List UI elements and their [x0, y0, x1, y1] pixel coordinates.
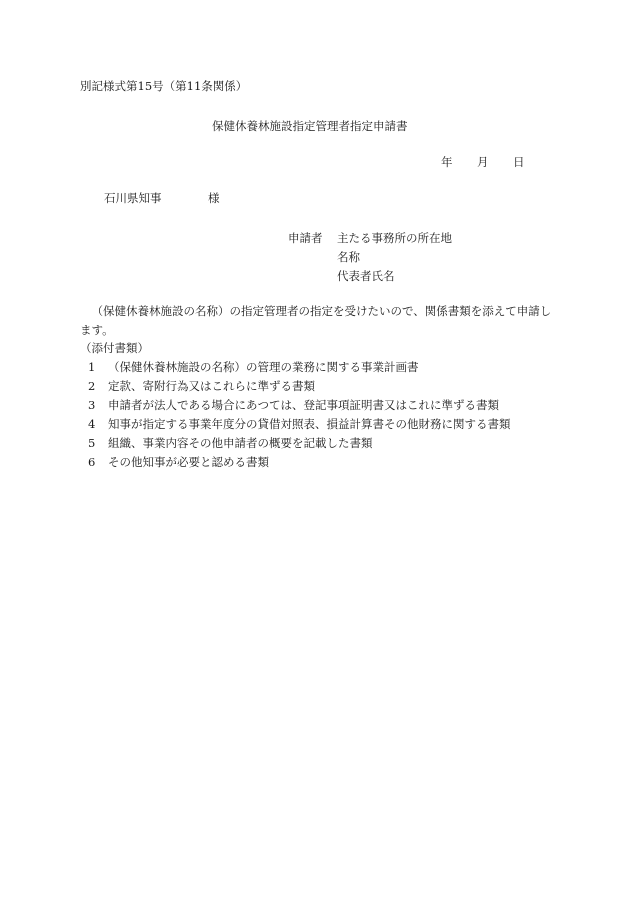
attachment-number: 1 — [88, 360, 96, 374]
applicant-label: 申請者 — [288, 231, 323, 245]
addressee-name: 石川県知事 — [104, 191, 162, 205]
attachment-item — [88, 380, 511, 399]
date-day-label: 日 — [513, 155, 525, 169]
attachment-item — [88, 418, 511, 437]
attachment-item — [88, 399, 511, 418]
attachment-text: 組織、事業内容その他申請者の概要を記載した書類 — [108, 436, 373, 450]
addressee-suffix: 様 — [208, 191, 220, 205]
attachment-number: 6 — [88, 455, 96, 469]
application-body-text: （保健休養林施設の名称）の指定管理者の指定を受けたいので、関係書類を添えて申請します。 — [80, 304, 552, 337]
applicant-field-representative: 代表者氏名 — [337, 269, 395, 283]
attachment-text: 定款、寄附行為又はこれらに準ずる書類 — [108, 379, 315, 393]
document-title: 保健休養林施設指定管理者指定申請書 — [212, 119, 408, 133]
applicant-field-address: 主たる事務所の所在地 — [337, 231, 452, 245]
attachment-number: 2 — [88, 379, 96, 393]
attachment-text: （保健休養林施設の名称）の管理の業務に関する事業計画書 — [108, 360, 419, 374]
attachment-text: 知事が指定する事業年度分の貸借対照表、損益計算書その他財務に関する書類 — [108, 417, 511, 431]
attachment-text: その他知事が必要と認める書類 — [108, 455, 269, 469]
applicant-field-name: 名称 — [337, 250, 360, 264]
attachment-text: 申請者が法人である場合にあつては、登記事項証明書又はこれに準ずる書類 — [108, 398, 499, 412]
form-number: 別記様式第15号（第11条関係） — [80, 79, 248, 93]
date-line — [441, 156, 525, 170]
attachment-item — [88, 361, 511, 380]
attachment-number: 5 — [88, 436, 96, 450]
date-month-label: 月 — [477, 155, 489, 169]
applicant-fields — [337, 232, 452, 289]
date-year-label: 年 — [441, 155, 453, 169]
attachments-heading: （添付書類） — [80, 341, 149, 355]
attachment-number: 4 — [88, 417, 96, 431]
attachments-list — [88, 361, 511, 475]
attachment-item — [88, 437, 511, 456]
attachment-number: 3 — [88, 398, 96, 412]
attachment-item — [88, 456, 511, 475]
